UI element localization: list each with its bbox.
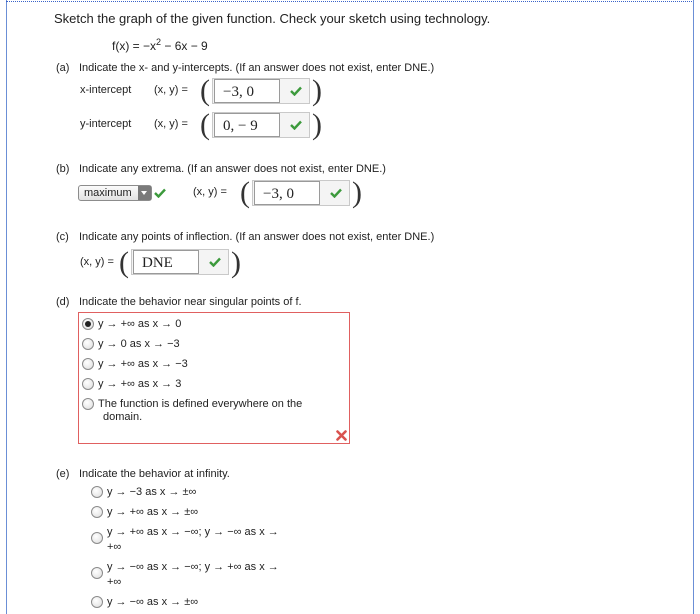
part-b-prompt: Indicate any extrema. (If an answer does not exist, enter DNE.): [79, 163, 386, 175]
function-lhs: f(x) = −x: [112, 39, 157, 53]
extrema-select-check-icon: [154, 188, 166, 198]
y-intercept-check-icon: [290, 120, 302, 130]
part-e-prompt: Indicate the behavior at infinity.: [79, 468, 230, 480]
y-intercept-open-paren: (: [200, 108, 210, 141]
incorrect-x-icon: [336, 430, 347, 441]
infinity-option-label-3: y → +∞ as x → −∞; y → −∞ as x →: [107, 526, 279, 538]
x-intercept-xy-label: (x, y) =: [154, 84, 188, 96]
singular-option-label-5-cont: domain.: [103, 411, 143, 423]
singular-option-radio-3[interactable]: [82, 358, 94, 370]
inflection-xy-label: (x, y) =: [80, 256, 114, 268]
singular-option-label-1: y → +∞ as x → 0: [98, 318, 182, 330]
inflection-open-paren: (: [119, 246, 129, 279]
extrema-xy-label: (x, y) =: [193, 186, 227, 198]
infinity-option-label-5: y → −∞ as x → ±∞: [107, 596, 199, 608]
part-c-label: (c): [56, 231, 69, 243]
x-intercept-open-paren: (: [200, 74, 210, 107]
singular-option-radio-4[interactable]: [82, 378, 94, 390]
part-d-label: (d): [56, 296, 70, 308]
inflection-input[interactable]: DNE: [133, 250, 199, 274]
inflection-check-icon: [209, 257, 221, 267]
infinity-option-radio-1[interactable]: [91, 486, 103, 498]
extrema-close-paren: ): [352, 176, 362, 209]
infinity-option-label-4: y → −∞ as x → −∞; y → +∞ as x →: [107, 561, 279, 573]
part-b-label: (b): [56, 163, 70, 175]
part-c-prompt: Indicate any points of inflection. (If an answer does not exist, enter DNE.): [79, 231, 435, 243]
infinity-option-label-2: y → +∞ as x → ±∞: [107, 506, 199, 518]
instruction-text: Sketch the graph of the given function. Check your sketch using technology.: [54, 11, 491, 26]
part-a-prompt: Indicate the x- and y-intercepts. (If an answer does not exist, enter DNE.): [79, 62, 435, 74]
extrema-input[interactable]: −3, 0: [254, 181, 320, 205]
singular-option-radio-2[interactable]: [82, 338, 94, 350]
infinity-option-label-4-cont: +∞: [107, 576, 122, 588]
singular-option-label-4: y → +∞ as x → 3: [98, 378, 182, 390]
singular-option-radio-1[interactable]: [82, 318, 94, 330]
function-definition: [112, 37, 208, 53]
y-intercept-label: y-intercept: [80, 118, 132, 130]
x-intercept-check-icon: [290, 86, 302, 96]
y-intercept-close-paren: ): [312, 108, 322, 141]
part-e-label: (e): [56, 468, 70, 480]
singular-option-radio-5[interactable]: [82, 398, 94, 410]
extrema-open-paren: (: [240, 176, 250, 209]
chevron-down-icon: [138, 186, 151, 200]
infinity-option-radio-4[interactable]: [91, 567, 103, 579]
part-d-prompt: Indicate the behavior near singular points of f.: [79, 296, 302, 308]
singular-option-label-3: y → +∞ as x → −3: [98, 358, 188, 370]
y-intercept-input[interactable]: 0, − 9: [214, 113, 280, 137]
singular-option-label-5: The function is defined everywhere on the: [98, 398, 303, 410]
y-intercept-xy-label: (x, y) =: [154, 118, 188, 130]
inflection-close-paren: ): [231, 246, 241, 279]
infinity-option-radio-2[interactable]: [91, 506, 103, 518]
x-intercept-close-paren: ): [312, 74, 322, 107]
singular-option-label-2: y → 0 as x → −3: [98, 338, 180, 350]
extrema-type-select[interactable]: [78, 185, 152, 201]
infinity-option-radio-3[interactable]: [91, 532, 103, 544]
infinity-option-radio-5[interactable]: [91, 596, 103, 608]
part-a-label: (a): [56, 62, 70, 74]
infinity-option-label-1: y → −3 as x → ±∞: [107, 486, 197, 498]
top-dotted-border: [6, 1, 692, 2]
x-intercept-label: x-intercept: [80, 84, 132, 96]
function-rhs: − 6x − 9: [161, 39, 208, 53]
infinity-option-label-3-cont: +∞: [107, 541, 122, 553]
function-exponent: 2: [156, 37, 162, 47]
extrema-check-icon: [330, 188, 342, 198]
x-intercept-input[interactable]: −3, 0: [214, 79, 280, 103]
extrema-type-select-value: maximum: [84, 187, 132, 199]
